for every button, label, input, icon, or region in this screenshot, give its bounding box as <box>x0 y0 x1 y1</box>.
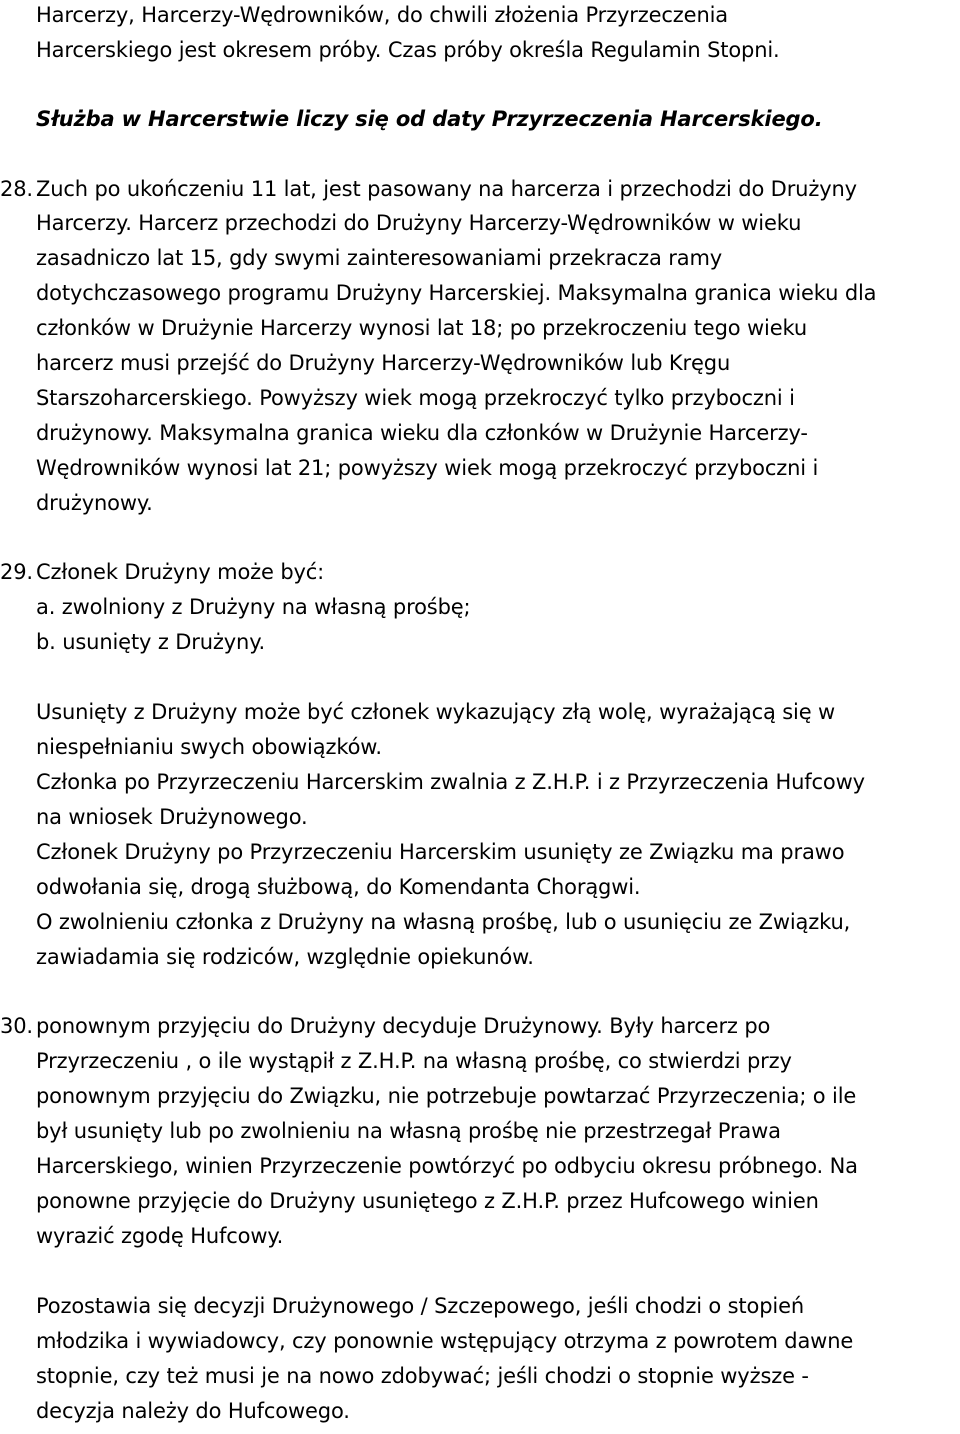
section-30-line: ponownym przyjęciu do Drużyny decyduje Drużynowy. Były harcerz po <box>36 1014 771 1038</box>
closing-line: młodzika i wywiadowcy, czy ponownie wstępujący otrzyma z powrotem dawne <box>36 1329 854 1353</box>
section-30-line: Harcerskiego, winien Przyrzeczenie powtórzyć po odbyciu okresu próbnego. Na <box>36 1154 858 1178</box>
section-28-line: dotychczasowego programu Drużyny Harcerskiej. Maksymalna granica wieku dla <box>36 281 877 305</box>
section-29-paragraph-line: Członka po Przyrzeczeniu Harcerskim zwalnia z Z.H.P. i z Przyrzeczenia Hufcowy <box>36 770 865 794</box>
intro-line: Harcerskiego jest okresem próby. Czas próby określa Regulamin Stopni. <box>36 38 780 62</box>
section-number-28: 28. <box>0 177 33 201</box>
intro-line: Harcerzy, Harcerzy-Wędrowników, do chwili złożenia Przyrzeczenia <box>36 3 729 27</box>
section-29-option: b. usunięty z Drużyny. <box>36 630 266 654</box>
section-30-line: wyrazić zgodę Hufcowy. <box>36 1224 284 1248</box>
section-28-line: Zuch po ukończeniu 11 lat, jest pasowany na harcerza i przechodzi do Drużyny <box>36 177 857 201</box>
section-30-line: był usunięty lub po zwolnieniu na własną prośbę nie przestrzegał Prawa <box>36 1119 781 1143</box>
section-29-paragraph-line: odwołania się, drogą służbową, do Komendanta Chorągwi. <box>36 875 641 899</box>
closing-line: decyzja należy do Hufcowego. <box>36 1399 350 1423</box>
section-28-line: drużynowy. <box>36 491 153 515</box>
section-29-option: a. zwolniony z Drużyny na własną prośbę; <box>36 595 471 619</box>
section-29-line: Członek Drużyny może być: <box>36 560 325 584</box>
section-28-line: zasadniczo lat 15, gdy swymi zainteresowaniami przekracza ramy <box>36 246 723 270</box>
section-28-line: harcerz musi przejść do Drużyny Harcerzy-Wędrowników lub Kręgu <box>36 351 731 375</box>
section-29-paragraph-line: O zwolnieniu członka z Drużyny na własną prośbę, lub o usunięciu ze Związku, <box>36 910 851 934</box>
service-note: Służba w Harcerstwie liczy się od daty Przyrzeczenia Harcerskiego. <box>36 107 823 131</box>
section-29-paragraph-line: Członek Drużyny po Przyrzeczeniu Harcerskim usunięty ze Związku ma prawo <box>36 840 845 864</box>
section-number-30: 30. <box>0 1014 33 1038</box>
section-30-line: ponownym przyjęciu do Związku, nie potrzebuje powtarzać Przyrzeczenia; o ile <box>36 1084 857 1108</box>
section-30-line: ponowne przyjęcie do Drużyny usuniętego z Z.H.P. przez Hufcowego winien <box>36 1189 819 1213</box>
section-29-paragraph-line: zawiadamia się rodziców, względnie opiekunów. <box>36 945 534 969</box>
section-28-line: drużynowy. Maksymalna granica wieku dla członków w Drużynie Harcerzy- <box>36 421 808 445</box>
section-30-line: Przyrzeczeniu , o ile wystąpił z Z.H.P. na własną prośbę, co stwierdzi przy <box>36 1049 792 1073</box>
section-29-paragraph-line: Usunięty z Drużyny może być członek wykazujący złą wolę, wyrażającą się w <box>36 700 836 724</box>
closing-line: Pozostawia się decyzji Drużynowego / Szczepowego, jeśli chodzi o stopień <box>36 1294 805 1318</box>
section-number-29: 29. <box>0 560 33 584</box>
section-28-line: Harcerzy. Harcerz przechodzi do Drużyny Harcerzy-Wędrowników w wieku <box>36 211 802 235</box>
section-29-paragraph-line: niespełnianiu swych obowiązków. <box>36 735 382 759</box>
closing-line: stopnie, czy też musi je na nowo zdobywać; jeśli chodzi o stopnie wyższe - <box>36 1364 809 1388</box>
section-28-line: Starszoharcerskiego. Powyższy wiek mogą przekroczyć tylko przyboczni i <box>36 386 795 410</box>
section-28-line: członków w Drużynie Harcerzy wynosi lat 18; po przekroczeniu tego wieku <box>36 316 807 340</box>
section-28-line: Wędrowników wynosi lat 21; powyższy wiek mogą przekroczyć przyboczni i <box>36 456 819 480</box>
section-29-paragraph-line: na wniosek Drużynowego. <box>36 805 308 829</box>
